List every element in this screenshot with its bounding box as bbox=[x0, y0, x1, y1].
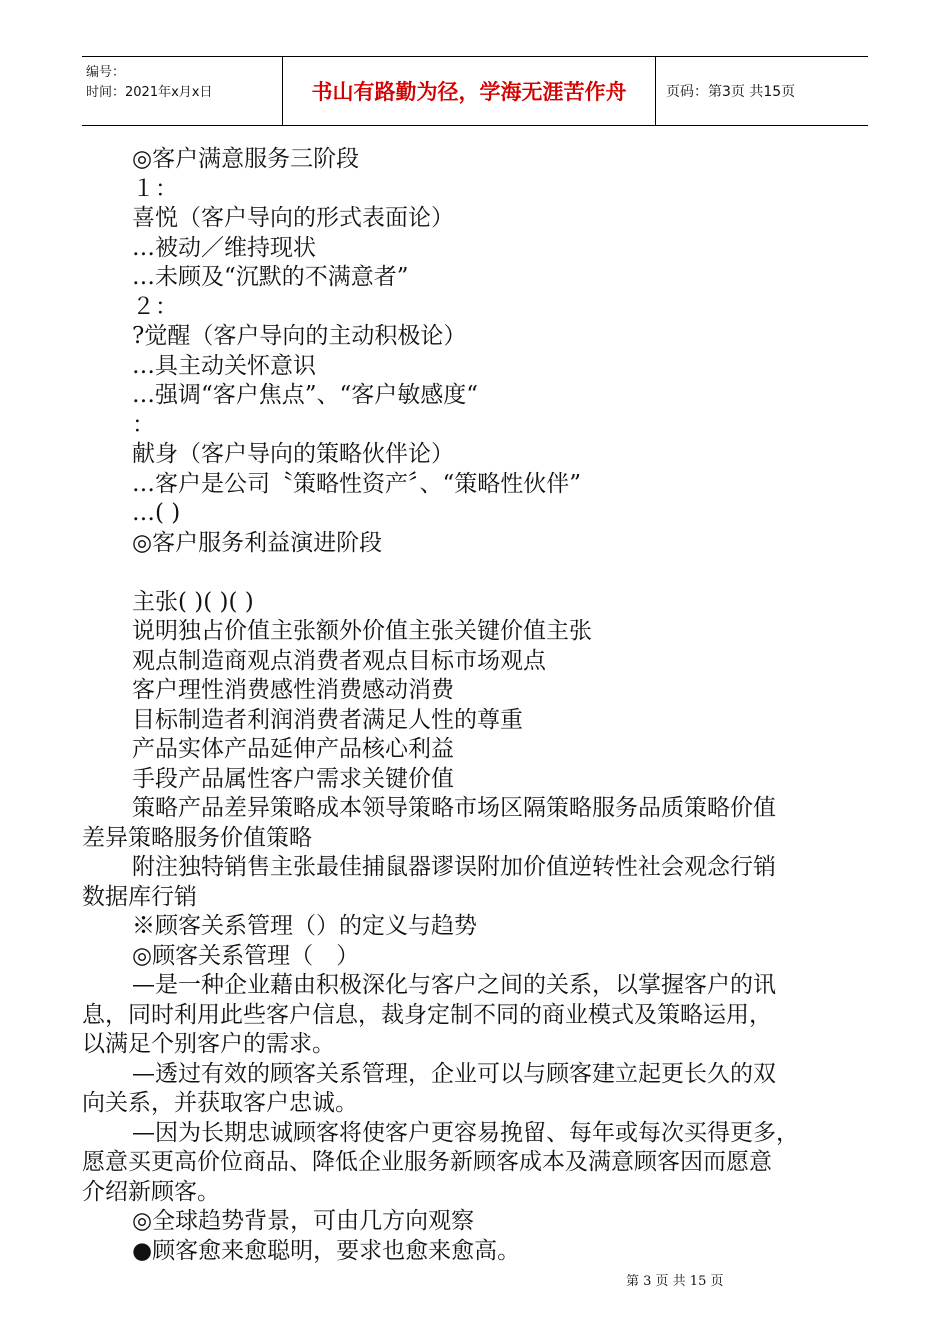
text-line: 客户理性消费感性消费感动消费 bbox=[132, 677, 454, 703]
page-header bbox=[82, 56, 868, 126]
header-motto: 书山有路勤为径，学海无涯苦作舟 bbox=[282, 57, 656, 125]
text-line: 以满足个别客户的需求。 bbox=[82, 1031, 335, 1057]
text-line bbox=[82, 558, 872, 588]
text-line: —因为长期忠诚顾客将使客户更容易挽留、每年或每次买得更多， bbox=[132, 1119, 799, 1146]
text-line: 目标制造者利润消费者满足人性的尊重 bbox=[132, 706, 523, 733]
text-line: …被动／维持现状 bbox=[132, 234, 316, 261]
header-meta bbox=[82, 57, 282, 125]
text-line: 数据库行销 bbox=[82, 883, 197, 910]
text-line: 策略产品差异策略成本领导策略市场区隔策略服务品质策略价值 bbox=[132, 795, 776, 821]
text-line: ◎顾客关系管理（ ） bbox=[132, 942, 360, 969]
text-line: 介绍新顾客。 bbox=[82, 1178, 220, 1205]
text-line: —透过有效的顾客关系管理，企业可以与顾客建立起更长久的双 bbox=[132, 1060, 776, 1087]
text-line: 附注独特销售主张最佳捕鼠器谬误附加价值逆转性社会观念行销 bbox=[132, 854, 776, 880]
text-line: —是一种企业藉由积极深化与客户之间的关系，以掌握客户的讯 bbox=[132, 972, 776, 998]
text-line: …具主动关怀意识 bbox=[132, 352, 316, 379]
text-line: ?觉醒（客户导向的主动积极论） bbox=[132, 323, 467, 349]
number-label: 编号： bbox=[86, 65, 126, 80]
text-line: ◎客户满意服务三阶段 bbox=[132, 146, 360, 172]
text-line: ： bbox=[132, 411, 155, 438]
text-line: 产品实体产品延伸产品核心利益 bbox=[132, 736, 454, 762]
page-footer: 第 3 页 共 15 页 bbox=[626, 1274, 724, 1289]
text-line: ●顾客愈来愈聪明，要求也愈来愈高。 bbox=[132, 1237, 521, 1264]
header-page-info: 页码：第3页 共15页 bbox=[666, 84, 796, 100]
text-line: 喜悦（客户导向的形式表面论） bbox=[132, 205, 454, 231]
text-line: …客户是公司〝策略性资产〞、“策略性伙伴” bbox=[132, 470, 582, 497]
text-line: 献身（客户导向的策略伙伴论） bbox=[132, 441, 454, 467]
text-line: 差异策略服务价值策略 bbox=[82, 824, 312, 851]
text-line: …强调“客户焦点”、“客户敏感度“ bbox=[132, 382, 479, 408]
text-line: 向关系，并获取客户忠诚。 bbox=[82, 1090, 358, 1116]
time-label: 时间：2021年x月x日 bbox=[86, 85, 213, 100]
text-line: 息，同时利用此些客户信息，裁身定制不同的商业模式及策略运用， bbox=[82, 1001, 772, 1028]
text-line: ◎客户服务利益演进阶段 bbox=[132, 529, 383, 556]
document-body bbox=[82, 145, 872, 1266]
text-line: …未顾及“沉默的不满意者” bbox=[132, 264, 409, 290]
text-line: …( ) bbox=[132, 500, 181, 526]
text-line: ２： bbox=[132, 293, 178, 320]
text-line: 主张( )( )( ) bbox=[132, 588, 254, 615]
text-line: ◎全球趋势背景，可由几方向观察 bbox=[132, 1208, 475, 1234]
text-line: ※顾客关系管理（）的定义与趋势 bbox=[132, 913, 477, 939]
text-line: 说明独占价值主张额外价值主张关键价值主张 bbox=[132, 618, 592, 644]
text-line: 观点制造商观点消费者观点目标市场观点 bbox=[132, 647, 546, 674]
text-line: 手段产品属性客户需求关键价值 bbox=[132, 765, 454, 792]
text-line: 愿意买更高价位商品、降低企业服务新顾客成本及满意顾客因而愿意 bbox=[82, 1149, 772, 1175]
text-line: １： bbox=[132, 175, 178, 202]
